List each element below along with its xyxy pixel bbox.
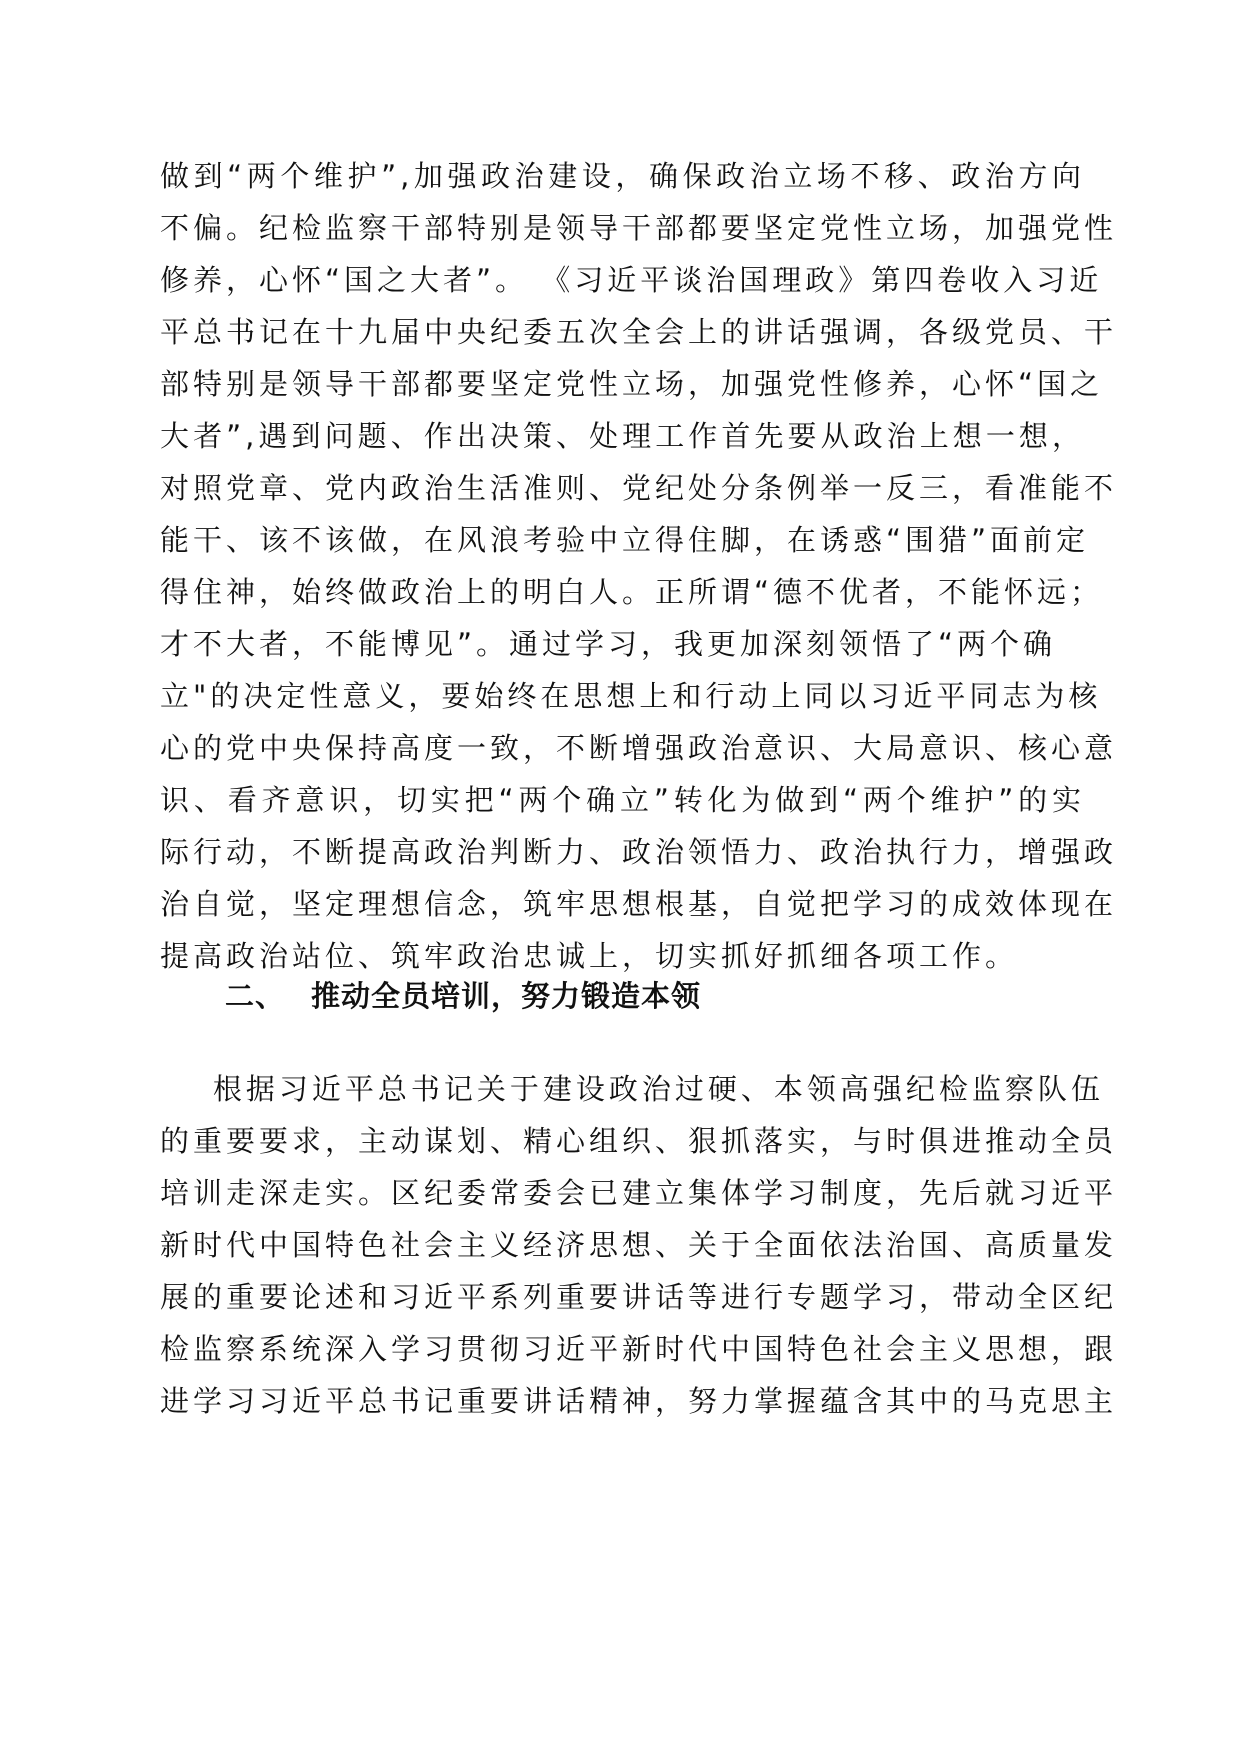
paragraph-line: 能干、该不该做，在风浪考验中立得住脚，在诱惑“围猎”面前定	[160, 523, 1090, 557]
paragraph-line: 得住神，始终做政治上的明白人。正所谓“德不优者，不能怀远；	[160, 575, 1104, 609]
paragraph-line: 不偏。纪检监察干部特别是领导干部都要坚定党性立场，加强党性	[160, 211, 1118, 245]
section-heading	[225, 970, 701, 1022]
paragraph-line: 心的党中央保持高度一致，不断增强政治意识、大局意识、核心意	[160, 731, 1118, 765]
paragraph-1	[160, 150, 1118, 982]
paragraph-line: 识、看齐意识，切实把“两个确立”转化为做到“两个维护”的实	[160, 783, 1085, 817]
paragraph-line: 际行动，不断提高政治判断力、政治领悟力、政治执行力，增强政	[160, 835, 1118, 869]
paragraph-line: 新时代中国特色社会主义经济思想、关于全面依法治国、高质量发	[160, 1228, 1118, 1262]
paragraph-line: 检监察系统深入学习贯彻习近平新时代中国特色社会主义思想，跟	[160, 1332, 1118, 1366]
paragraph-2	[160, 1063, 1118, 1427]
paragraph-line: 进学习习近平总书记重要讲话精神，努力掌握蕴含其中的马克思主	[160, 1384, 1118, 1418]
paragraph-line: 培训走深走实。区纪委常委会已建立集体学习制度，先后就习近平	[160, 1176, 1118, 1210]
paragraph-line: 根据习近平总书记关于建设政治过硬、本领高强纪检监察队伍	[160, 1072, 1104, 1106]
paragraph-line: 部特别是领导干部都要坚定党性立场，加强党性修养，心怀“国之	[160, 367, 1104, 401]
paragraph-line: 立"的决定性意义，要始终在思想上和行动上同以习近平同志为核	[160, 679, 1102, 713]
section-number: 二、	[225, 979, 286, 1013]
section-title: 推动全员培训，努力锻造本领	[311, 979, 702, 1013]
paragraph-line: 修养，心怀“国之大者”。 《习近平谈治国理政》第四卷收入习近	[160, 263, 1103, 297]
paragraph-line: 展的重要论述和习近平系列重要讲话等进行专题学习，带动全区纪	[160, 1280, 1118, 1314]
paragraph-line: 对照党章、党内政治生活准则、党纪处分条例举一反三，看准能不	[160, 471, 1118, 505]
paragraph-line: 才不大者，不能博见”。通过学习，我更加深刻领悟了“两个确	[160, 627, 1057, 661]
paragraph-line: 的重要要求，主动谋划、精心组织、狠抓落实，与时俱进推动全员	[160, 1124, 1118, 1158]
paragraph-line: 大者”,遇到问题、作出决策、处理工作首先要从政治上想一想，	[160, 419, 1085, 453]
paragraph-line: 平总书记在十九届中央纪委五次全会上的讲话强调，各级党员、干	[160, 315, 1118, 349]
paragraph-line: 做到“两个维护”,加强政治建设，确保政治立场不移、政治方向	[160, 159, 1085, 193]
paragraph-line: 治自觉，坚定理想信念，筑牢思想根基，自觉把学习的成效体现在	[160, 887, 1118, 921]
paragraph-line: 提高政治站位、筑牢政治忠诚上，切实抓好抓细各项工作。	[160, 939, 1019, 973]
